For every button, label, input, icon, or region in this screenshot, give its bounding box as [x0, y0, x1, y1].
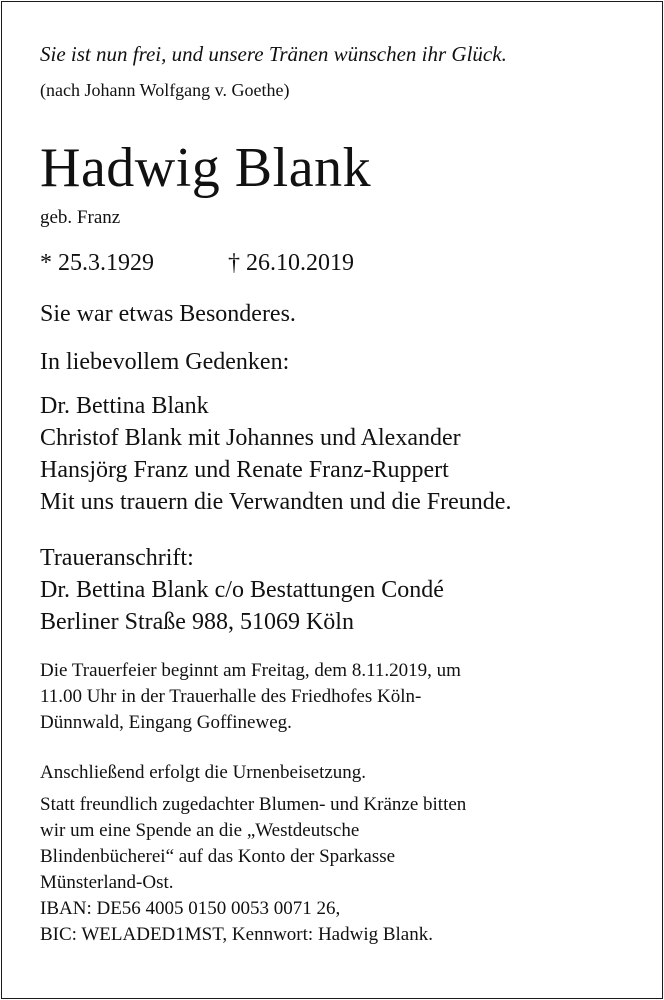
deceased-name: Hadwig Blank — [40, 137, 372, 199]
quote-attribution: (nach Johann Wolfgang v. Goethe) — [40, 80, 290, 100]
ceremony-info — [40, 658, 461, 736]
donation-line: IBAN: DE56 4005 0150 0053 0071 26, — [40, 898, 341, 919]
death-date: † 26.10.2019 — [228, 250, 354, 276]
maiden-name: geb. Franz — [40, 207, 121, 228]
life-dates — [40, 250, 354, 277]
address-line: Berliner Straße 988, 51069 Köln — [40, 609, 354, 635]
mourner-line: Mit uns trauern die Verwandten und die Freunde. — [40, 489, 512, 515]
burial-info: Anschließend erfolgt die Urnenbeisetzung. — [40, 762, 367, 783]
ceremony-line: 11.00 Uhr in der Trauerhalle des Friedhofes Köln- — [40, 686, 422, 707]
donation-line: Blindenbücherei“ auf das Konto der Sparkasse — [40, 846, 396, 867]
ceremony-line: Die Trauerfeier beginnt am Freitag, dem 8.11.2019, um — [40, 660, 461, 681]
donation-line: wir um eine Spende an die „Westdeutsche — [40, 820, 360, 841]
obituary-notice — [1, 1, 663, 999]
tribute-text: Sie war etwas Besonderes. — [40, 301, 296, 327]
address-heading: Traueranschrift: — [40, 545, 194, 571]
donation-line: Münsterland-Ost. — [40, 872, 174, 893]
mourners-list — [40, 390, 511, 518]
mourner-line: Christof Blank mit Johannes und Alexander — [40, 425, 461, 451]
ceremony-line: Dünnwald, Eingang Goffineweg. — [40, 712, 292, 733]
donation-line: BIC: WELADED1MST, Kennwort: Hadwig Blank. — [40, 924, 433, 945]
mourning-address — [40, 542, 444, 638]
remembrance-heading: In liebevollem Gedenken: — [40, 349, 290, 375]
mourner-line: Hansjörg Franz und Renate Franz-Ruppert — [40, 457, 449, 483]
opening-quote: Sie ist nun frei, und unsere Tränen wünschen ihr Glück. — [40, 42, 507, 66]
mourner-line: Dr. Bettina Blank — [40, 393, 209, 419]
donation-info — [40, 792, 466, 948]
birth-date: * 25.3.1929 — [40, 250, 154, 276]
donation-line: Statt freundlich zugedachter Blumen- und Kränze bitten — [40, 794, 467, 815]
address-line: Dr. Bettina Blank c/o Bestattungen Condé — [40, 577, 444, 603]
